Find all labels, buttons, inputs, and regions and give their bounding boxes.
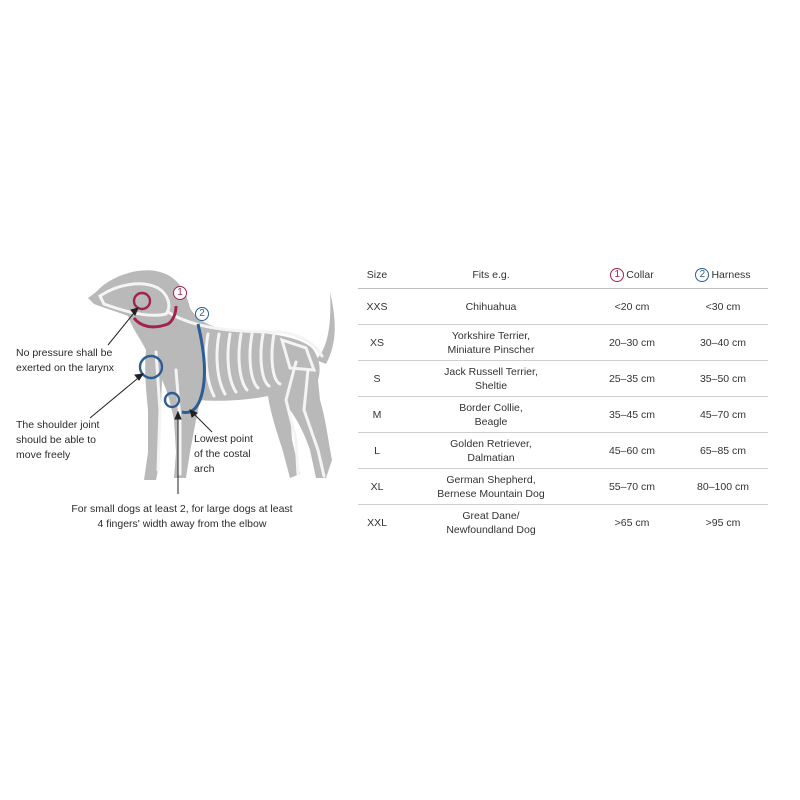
harness-cell: 45–70 cm bbox=[678, 397, 768, 433]
harness-cell: <30 cm bbox=[678, 289, 768, 325]
collar-number-icon: 1 bbox=[610, 268, 624, 282]
breed-name: Jack Russell Terrier, bbox=[444, 365, 538, 378]
size-cell: M bbox=[358, 397, 396, 433]
size-cell: L bbox=[358, 433, 396, 469]
harness-cell: 80–100 cm bbox=[678, 469, 768, 505]
size-cell: S bbox=[358, 361, 396, 397]
fits-cell bbox=[396, 397, 586, 433]
size-chart-table bbox=[358, 262, 768, 540]
table-body bbox=[358, 289, 768, 541]
fits-cell bbox=[396, 469, 586, 505]
larynx-note: No pressure shall be exerted on the larynx bbox=[16, 347, 115, 374]
collar-cell: 55–70 cm bbox=[586, 469, 678, 505]
shoulder-note: The shoulder joint should be able to move freely bbox=[16, 419, 100, 461]
table-row bbox=[358, 505, 768, 541]
size-cell: XXL bbox=[367, 516, 387, 529]
collar-cell: <20 cm bbox=[586, 289, 678, 325]
breed-name: Sheltie bbox=[474, 379, 508, 392]
size-cell: XS bbox=[358, 325, 396, 361]
harness-cell: 65–85 cm bbox=[678, 433, 768, 469]
table-row bbox=[358, 433, 768, 469]
breed-name: Border Collie, bbox=[459, 401, 523, 414]
breed-name: Golden Retriever, bbox=[450, 437, 532, 450]
breed-name: Yorkshire Terrier, bbox=[451, 329, 531, 342]
table-row bbox=[358, 397, 768, 433]
costal-note: Lowest point of the costal arch bbox=[194, 433, 253, 475]
fits-cell bbox=[396, 433, 586, 469]
table-row bbox=[358, 325, 768, 361]
breed-name: Bernese Mountain Dog bbox=[437, 487, 545, 500]
harness-cell: 30–40 cm bbox=[678, 325, 768, 361]
breed-name: Great Dane/ bbox=[462, 509, 520, 522]
header-collar bbox=[586, 262, 678, 289]
header-fits: Fits e.g. bbox=[396, 262, 586, 289]
header-collar-label: Collar bbox=[626, 269, 654, 281]
collar-cell: >65 cm bbox=[614, 516, 650, 529]
collar-number-marker: 1 bbox=[173, 286, 187, 300]
arrow-shoulder bbox=[90, 374, 143, 418]
size-cell: XL bbox=[358, 469, 396, 505]
elbow-note: For small dogs at least 2, for large dogs at least 4 fingers' width away from the elbow bbox=[71, 503, 293, 530]
collar-cell: 20–30 cm bbox=[586, 325, 678, 361]
breed-name: German Shepherd, bbox=[446, 473, 536, 486]
fits-cell bbox=[396, 289, 586, 325]
breed-name: Dalmatian bbox=[467, 451, 515, 464]
table-row bbox=[358, 361, 768, 397]
fits-cell bbox=[396, 505, 586, 541]
breed-name: Miniature Pinscher bbox=[447, 343, 535, 356]
header-size: Size bbox=[358, 262, 396, 289]
header-harness-label: Harness bbox=[711, 269, 751, 281]
fits-cell bbox=[396, 325, 586, 361]
header-harness bbox=[678, 262, 768, 289]
table-row bbox=[358, 289, 768, 325]
harness-cell: >95 cm bbox=[705, 516, 741, 529]
collar-cell: 45–60 cm bbox=[586, 433, 678, 469]
breed-name: Beagle bbox=[474, 415, 508, 428]
harness-cell: 35–50 cm bbox=[678, 361, 768, 397]
fits-cell bbox=[396, 361, 586, 397]
harness-number-icon: 2 bbox=[695, 268, 709, 282]
breed-name: Newfoundland Dog bbox=[446, 523, 536, 536]
size-cell: XXS bbox=[358, 289, 396, 325]
collar-cell: 25–35 cm bbox=[586, 361, 678, 397]
harness-number-marker: 2 bbox=[195, 307, 209, 321]
collar-cell: 35–45 cm bbox=[586, 397, 678, 433]
table-header-row bbox=[358, 262, 768, 289]
breed-name: Chihuahua bbox=[465, 300, 517, 313]
table-row bbox=[358, 469, 768, 505]
